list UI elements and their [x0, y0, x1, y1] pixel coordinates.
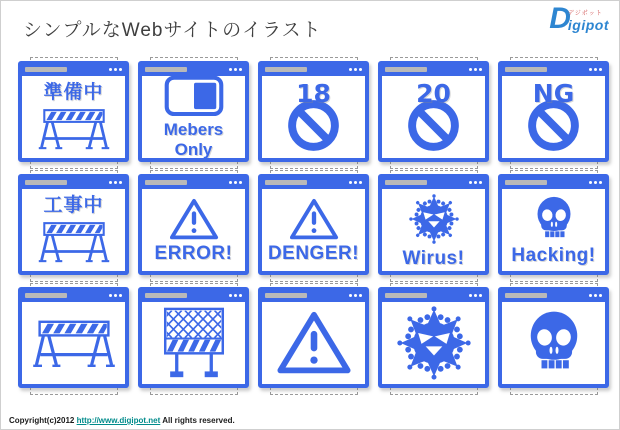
copyright-text: Copyright(c)2012 — [9, 416, 75, 425]
rights-text: All rights reserved. — [162, 416, 235, 425]
address-bar — [385, 293, 427, 298]
window-buttons-icon — [229, 68, 242, 71]
copyright-footer — [9, 416, 235, 425]
window-buttons-icon — [349, 68, 362, 71]
warning-icon — [276, 309, 352, 376]
window-buttons-icon — [349, 294, 362, 297]
barricade-icon — [36, 106, 112, 150]
browser-window[interactable] — [18, 287, 129, 388]
cell-label: NG — [532, 78, 575, 108]
window-buttons-icon — [349, 181, 362, 184]
browser-window[interactable] — [378, 61, 489, 162]
browser-window[interactable] — [498, 287, 609, 388]
browser-window[interactable] — [18, 61, 129, 162]
browser-titlebar — [262, 178, 365, 189]
address-bar — [145, 180, 187, 185]
illustration-cell — [378, 61, 489, 162]
site-link[interactable]: http://www.digipot.net — [76, 416, 161, 425]
cell-label: DENGER! — [267, 243, 360, 265]
browser-titlebar — [142, 178, 245, 189]
skull-icon — [523, 309, 585, 378]
address-bar — [505, 67, 547, 72]
window-buttons-icon — [109, 181, 122, 184]
address-bar — [385, 67, 427, 72]
browser-titlebar — [502, 178, 605, 189]
browser-titlebar — [502, 291, 605, 302]
illustration-cell — [18, 61, 129, 162]
address-bar — [25, 180, 67, 185]
address-bar — [265, 180, 307, 185]
window-buttons-icon — [589, 181, 602, 184]
address-bar — [265, 67, 307, 72]
browser-window[interactable] — [258, 174, 369, 275]
browser-window[interactable] — [258, 287, 369, 388]
address-bar — [505, 180, 547, 185]
skull-icon — [532, 195, 576, 244]
illustration-cell — [18, 174, 129, 275]
cell-label: 18 — [296, 78, 331, 108]
illustration-cell — [138, 174, 249, 275]
browser-window[interactable] — [138, 61, 249, 162]
browser-titlebar — [382, 178, 485, 189]
illustration-cell — [378, 174, 489, 275]
window-buttons-icon — [589, 68, 602, 71]
cell-label: Hacking! — [511, 245, 596, 267]
illustration-cell — [138, 61, 249, 162]
browser-window[interactable] — [378, 174, 489, 275]
cell-label: Mebers Only — [163, 120, 224, 158]
illustration-cell — [258, 174, 369, 275]
address-bar — [145, 293, 187, 298]
window-buttons-icon — [229, 294, 242, 297]
illustration-cell — [18, 287, 129, 388]
browser-titlebar — [22, 65, 125, 76]
page-title: シンプルなWebサイトのイラスト — [23, 20, 322, 41]
warning-icon — [169, 197, 219, 241]
window-buttons-icon — [109, 294, 122, 297]
browser-window[interactable] — [138, 287, 249, 388]
browser-titlebar — [22, 291, 125, 302]
illustration-cell — [138, 287, 249, 388]
browser-window[interactable] — [378, 287, 489, 388]
browser-titlebar — [22, 178, 125, 189]
virus-icon — [394, 303, 474, 383]
illustration-cell — [258, 287, 369, 388]
browser-titlebar — [382, 291, 485, 302]
illustration-cell — [258, 61, 369, 162]
cell-label: 準備中 — [43, 82, 104, 104]
illustration-cell — [498, 174, 609, 275]
address-bar — [25, 293, 67, 298]
address-bar — [505, 293, 547, 298]
browser-titlebar — [142, 65, 245, 76]
barricade-icon — [36, 219, 112, 263]
digipot-logo — [549, 4, 609, 34]
logo-ruby-text: デジポット — [567, 11, 603, 17]
barricade-icon — [30, 317, 118, 368]
browser-titlebar — [502, 65, 605, 76]
members-card-icon — [164, 76, 224, 116]
address-bar — [25, 67, 67, 72]
browser-titlebar — [262, 65, 365, 76]
window-buttons-icon — [469, 294, 482, 297]
browser-window[interactable] — [258, 61, 369, 162]
browser-window[interactable] — [18, 174, 129, 275]
browser-window[interactable] — [498, 174, 609, 275]
illustration-cell — [498, 287, 609, 388]
window-buttons-icon — [469, 181, 482, 184]
illustration-cell — [378, 287, 489, 388]
window-buttons-icon — [109, 68, 122, 71]
browser-titlebar — [142, 291, 245, 302]
logo-initial: D — [549, 2, 571, 35]
browser-window[interactable] — [498, 61, 609, 162]
illustration-cell — [498, 61, 609, 162]
virus-icon — [407, 192, 461, 246]
browser-window[interactable] — [138, 174, 249, 275]
cell-label: Wirus! — [402, 248, 465, 269]
browser-titlebar — [382, 65, 485, 76]
window-buttons-icon — [469, 68, 482, 71]
warning-icon — [289, 197, 339, 241]
cell-label: 工事中 — [43, 195, 104, 217]
window-buttons-icon — [589, 294, 602, 297]
cell-label: ERROR! — [154, 243, 233, 265]
illustration-grid — [18, 61, 609, 388]
address-bar — [265, 293, 307, 298]
address-bar — [385, 180, 427, 185]
logo-text: igipot — [567, 17, 609, 33]
browser-titlebar — [262, 291, 365, 302]
cell-label: 20 — [416, 78, 451, 108]
window-buttons-icon — [229, 181, 242, 184]
fence-icon — [157, 304, 231, 381]
address-bar — [145, 67, 187, 72]
